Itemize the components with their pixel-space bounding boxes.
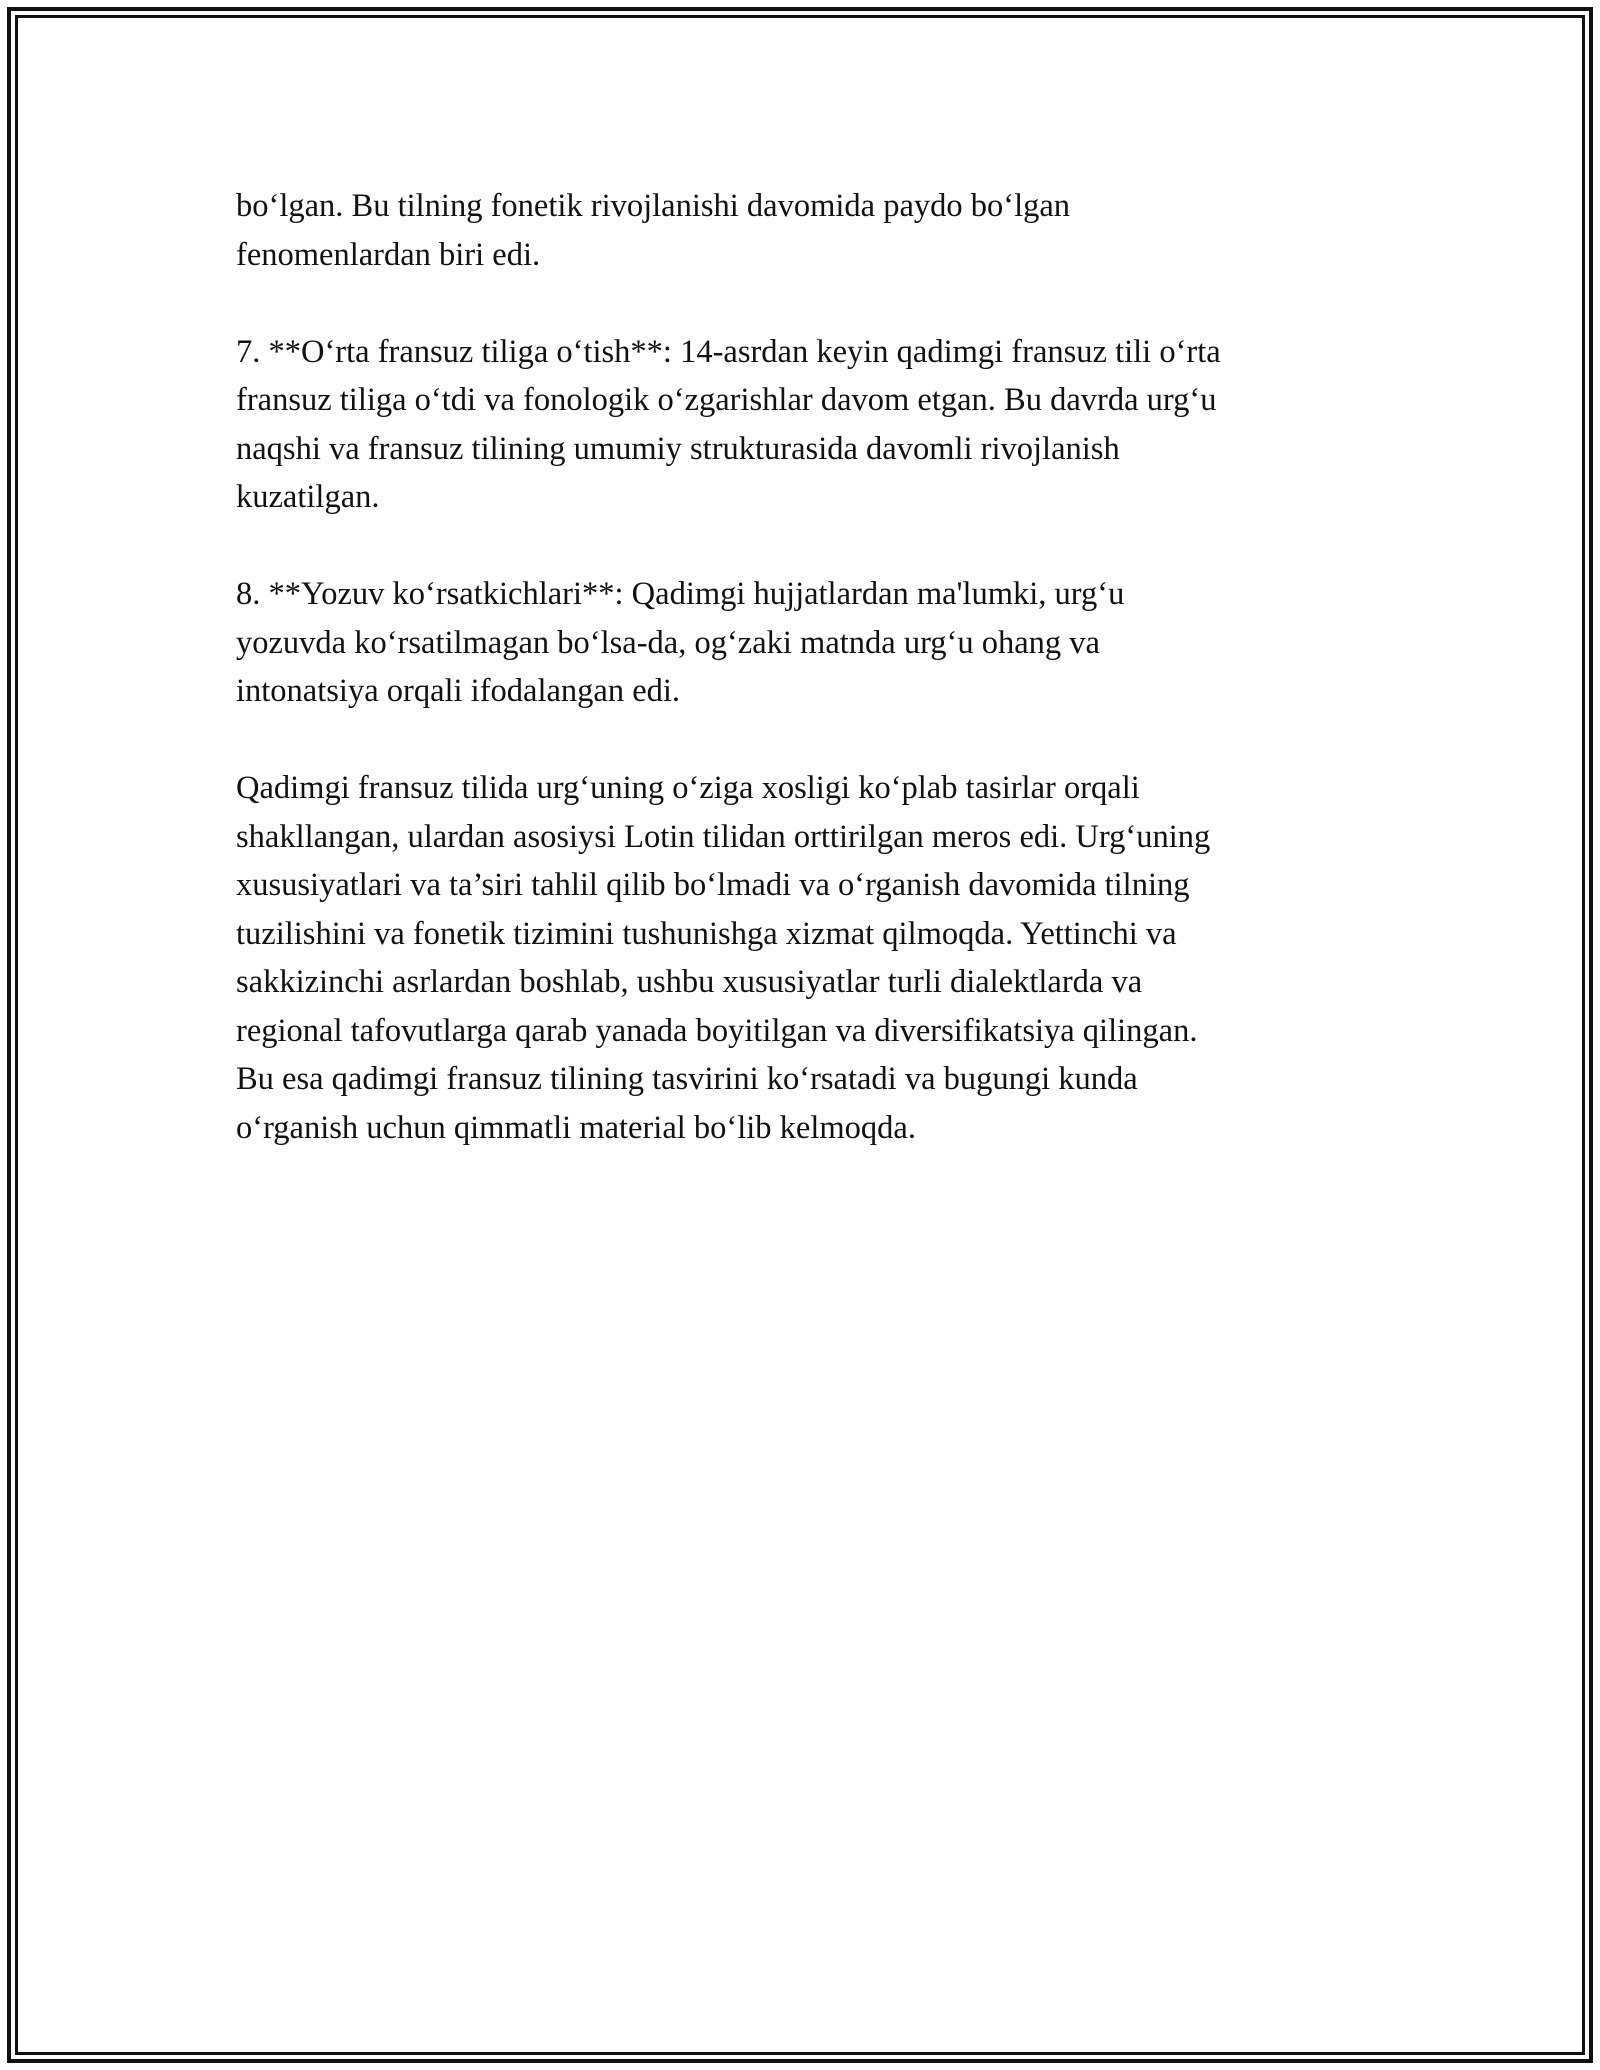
text-line: o‘rganish uchun qimmatli material bo‘lib kelmoqda. [236,1109,916,1146]
text-line: fenomenlardan biri edi. [236,236,541,273]
paragraph-conclusion [236,764,1366,1152]
text-line: naqshi va fransuz tilining umumiy strukturasida davomli rivojlanish [236,430,1120,467]
text-line: shakllangan, ulardan asosiysi Lotin tilidan orttirilgan meros edi. Urg‘uning [236,818,1211,855]
text-line: sakkizinchi asrlardan boshlab, ushbu xususiyatlar turli dialektlarda va [236,964,1143,1000]
text-line: bo‘lgan. Bu tilning fonetik rivojlanishi davomida paydo bo‘lgan [236,188,1071,224]
text-line: regional tafovutlarga qarab yanada boyitilgan va diversifikatsiya qilingan. [236,1012,1198,1049]
text-line: fransuz tiliga o‘tdi va fonologik o‘zgarishlar davom etgan. Bu davrda urg‘u [236,382,1217,418]
text-line: yozuvda ko‘rsatilmagan bo‘lsa-da, og‘zaki matnda urg‘u ohang va [236,624,1100,661]
paragraph-item-7 [236,328,1366,522]
text-line: 8. **Yozuv ko‘rsatkichlari**: Qadimgi hujjatlardan ma'lumki, urg‘u [236,576,1125,612]
text-line: 7. **O‘rta fransuz tiliga o‘tish**: 14-asrdan keyin qadimgi fransuz tili o‘rta [236,333,1221,370]
text-line: intonatsiya orqali ifodalangan edi. [236,673,681,709]
text-line: Qadimgi fransuz tilida urg‘uning o‘ziga xosligi ko‘plab tasirlar orqali [236,770,1140,806]
text-line: kuzatilgan. [236,479,380,515]
text-line: xususiyatlari va ta’siri tahlil qilib bo‘lmadi va o‘rganish davomida tilning [236,867,1190,903]
text-line: Bu esa qadimgi fransuz tilining tasvirini ko‘rsatadi va bugungi kunda [236,1061,1138,1097]
paragraph-continuation [236,182,1366,279]
document-body [236,182,1366,1201]
paragraph-item-8 [236,570,1366,716]
text-line: tuzilishini va fonetik tizimini tushunishga xizmat qilmoqda. Yettinchi va [236,915,1177,952]
